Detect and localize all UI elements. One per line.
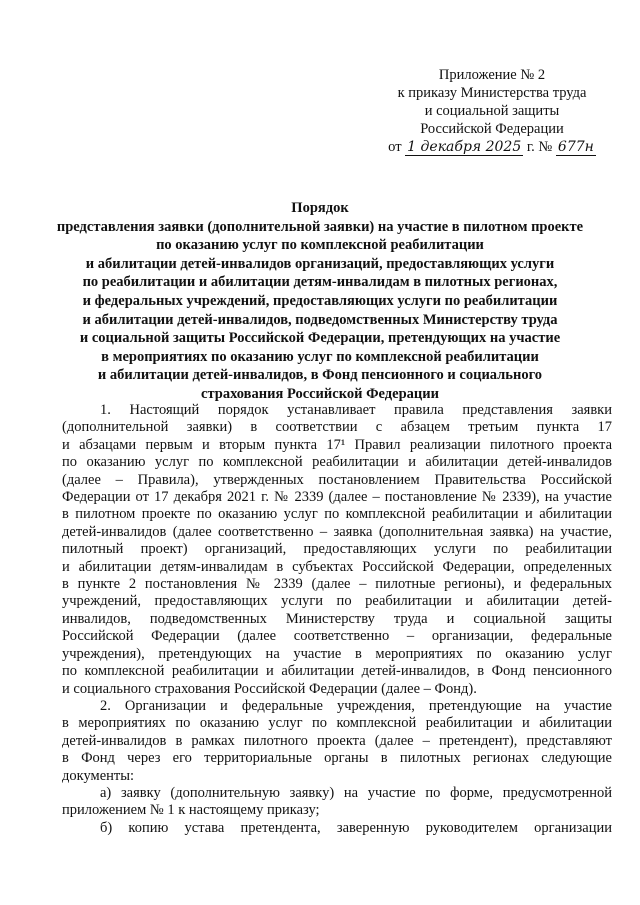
body-line: и абзацами первым и вторым пункта 17¹ Правил реализации пилотного проекта: [62, 436, 612, 453]
body-line: а) заявку (дополнительную заявку) на участие по форме, предусмотренной: [100, 784, 612, 801]
year-suffix: г. №: [526, 139, 553, 155]
title-line: и социальной защиты Российской Федерации, претендующих на участие: [79, 330, 561, 347]
title-heading: Порядок: [291, 200, 349, 216]
body-line: учреждения), претендующих на участие в мероприятиях по оказанию услуг: [62, 645, 612, 662]
body-line: в пункте 2 постановления № 2339 (далее – пилотные регионы), и федеральных: [62, 576, 612, 593]
body-line: учреждений, предоставляющих услуги по реабилитации и абилитации детей-: [62, 593, 612, 610]
body-line: по оказанию услуг по комплексной реабилитации и абилитации детей-инвалидов: [62, 454, 612, 471]
body-line: по комплексной реабилитации и абилитации детей-инвалидов, в Фонд пенсионного: [62, 663, 612, 680]
paragraph-2: [62, 698, 612, 785]
appendix-number: Приложение № 2: [438, 67, 546, 83]
body-line: документы:: [62, 767, 135, 784]
appendix-header: [380, 66, 604, 156]
body-line: Федерации от 17 декабря 2021 г. № 2339 (далее – постановление № 2339), на участие: [62, 489, 612, 506]
body-line: (дополнительной заявки) в соответствии с абзацем третьим пункта 17: [62, 419, 612, 436]
body-line: приложением № 1 к настоящему приказу;: [62, 802, 320, 819]
appendix-country-line: Российской Федерации: [420, 121, 564, 137]
appendix-ministry-line: и социальной защиты: [424, 103, 560, 119]
date-prefix: от: [388, 139, 402, 155]
title-line: представления заявки (дополнительной заявки) на участие в пилотном проекте: [56, 218, 584, 235]
handwritten-order-number: 677н: [557, 139, 594, 155]
body-line: и социального страхования Российской Федерации (далее – Фонд).: [62, 680, 477, 697]
body-line: Российской Федерации (далее соответственно – организации, федеральные: [62, 628, 612, 645]
handwritten-date: 1 декабря 2025: [407, 139, 522, 155]
body-line: 2. Организации и федеральные учреждения, претендующие на участие: [100, 697, 612, 714]
document-title: [40, 199, 600, 404]
title-line: и абилитации детей-инвалидов, в Фонд пенсионного и социального: [97, 367, 543, 384]
body-line: инвалидов, подведомственных Министерству труда и социальной защиты: [62, 610, 612, 627]
body-line: и абилитации детям-инвалидам в субъектах Российской Федерации, определенных: [62, 558, 612, 575]
appendix-order-ref: к приказу Министерства труда: [397, 85, 587, 101]
title-line: по реабилитации и абилитации детям-инвалидам в пилотных регионах,: [82, 274, 558, 291]
title-line: и абилитации детей-инвалидов, подведомственных Министерству труда: [82, 311, 558, 328]
title-line: в мероприятиях по оказанию услуг по комплексной реабилитации: [101, 348, 539, 365]
title-line: страхования Российской Федерации: [201, 385, 439, 402]
paragraph-a: [62, 785, 612, 820]
body-line: в мероприятиях по оказанию услуг по комплексной реабилитации и абилитации: [62, 715, 612, 732]
title-line: и абилитации детей-инвалидов организаций, предоставляющих услуги: [85, 255, 555, 272]
body-line: 1. Настоящий порядок устанавливает правила представления заявки: [100, 402, 612, 418]
body-line: в пилотном проекте по оказанию услуг по комплексной реабилитации и абилитации: [62, 506, 612, 523]
appendix-date-line: [380, 138, 604, 156]
paragraph-1: [62, 402, 612, 698]
body-line: (далее – Правила), утвержденных постановлением Правительства Российской: [62, 471, 612, 488]
title-line: по оказанию услуг по комплексной реабилитации: [156, 237, 484, 254]
document-body: [62, 402, 612, 837]
body-line: в Фонд через его территориальные органы в пилотных регионах следующие: [62, 750, 612, 767]
body-line: детей-инвалидов (далее соответственно – заявка (дополнительная заявка) на участие,: [62, 523, 612, 540]
title-line: и федеральных учреждений, предоставляющих услуги по реабилитации: [82, 292, 558, 309]
body-line: детей-инвалидов в рамках пилотного проекта (далее – претендент), представляют: [62, 732, 612, 749]
paragraph-b: [62, 820, 612, 837]
body-line: пилотный проект) организаций, предоставляющих услуги по реабилитации: [62, 541, 612, 558]
body-line: б) копию устава претендента, заверенную руководителем организации: [100, 819, 612, 836]
